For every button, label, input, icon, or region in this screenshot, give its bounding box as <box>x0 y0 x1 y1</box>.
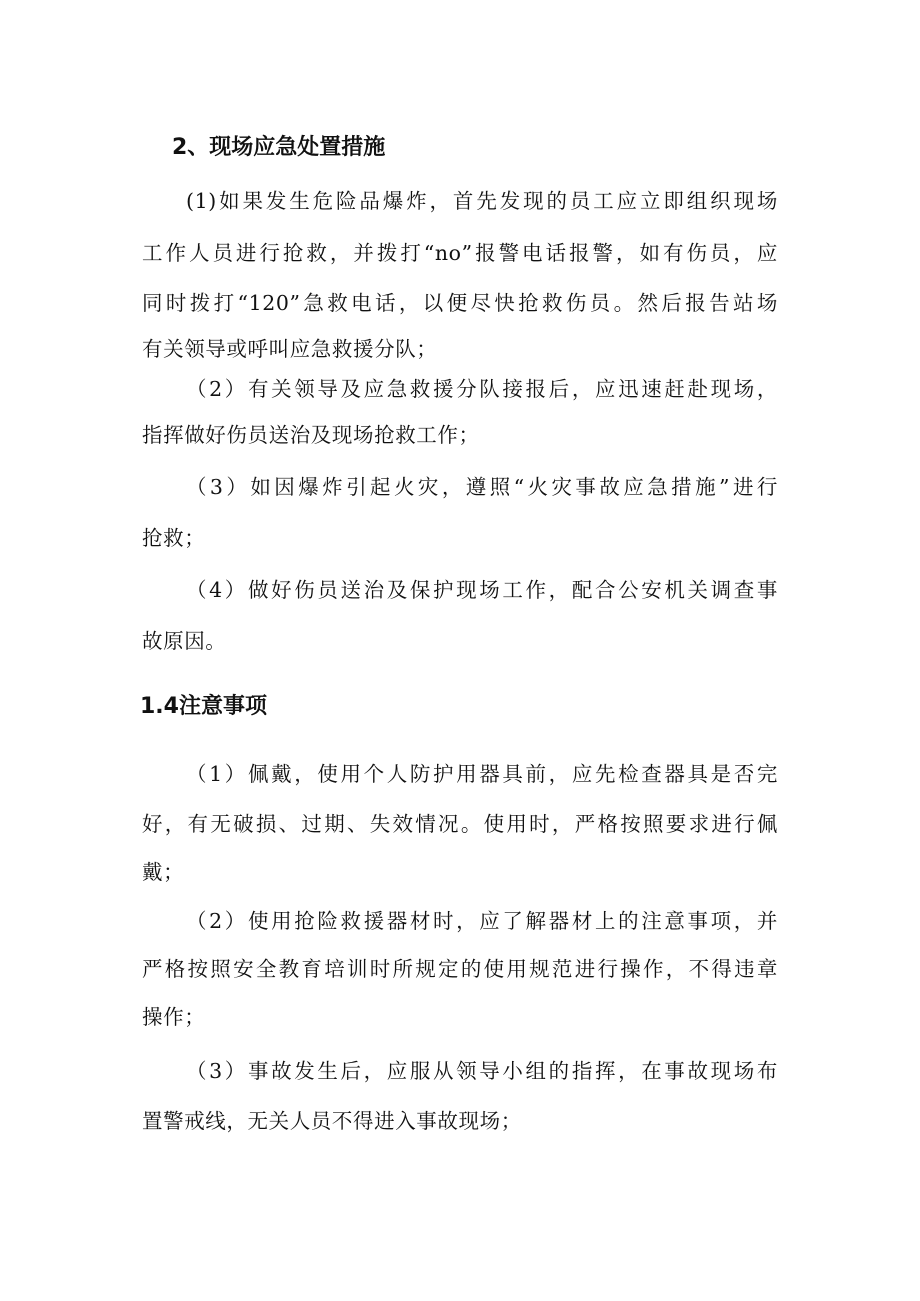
note-2-line-1: （2）使用抢险救援器材时，应了解器材上的注意事项，并 <box>186 909 778 933</box>
measure-1-line-3: 同时拨打“120”急救电话，以便尽快抢救伤员。然后报告站场 <box>142 291 778 315</box>
note-3-line-2: 置警戒线，无关人员不得进入事故现场； <box>142 1109 522 1133</box>
section-heading: 2、现场应急处置措施 <box>172 135 386 160</box>
note-1-line-3: 戴； <box>142 860 185 884</box>
note-2-line-2: 严格按照安全教育培训时所规定的使用规范进行操作，不得违章 <box>142 957 778 981</box>
measure-3-line-1: （3）如因爆炸引起火灾，遵照“火灾事故应急措施”进行 <box>186 475 778 499</box>
measure-2-line-2: 指挥做好伤员送治及现场抢救工作； <box>142 423 480 447</box>
measure-4-line-2: 故原因。 <box>142 629 227 653</box>
notes-heading: 1.4注意事项 <box>140 694 267 719</box>
measure-2-line-1: （2）有关领导及应急救援分队接报后，应迅速赶赴现场， <box>186 377 778 401</box>
note-3-line-1: （3）事故发生后，应服从领导小组的指挥，在事故现场布 <box>186 1059 778 1083</box>
measure-3-line-2: 抢救； <box>142 526 206 550</box>
note-1-line-1: （1）佩戴，使用个人防护用器具前，应先检查器具是否完 <box>186 762 778 786</box>
measure-1-line-1: (1)如果发生危险品爆炸，首先发现的员工应立即组织现场 <box>186 189 778 213</box>
note-2-line-3: 操作； <box>142 1005 206 1029</box>
measure-1-line-2: 工作人员进行抢救，并拨打“no”报警电话报警，如有伤员，应 <box>142 241 778 265</box>
measure-1-line-4: 有关领导或呼叫应急救援分队； <box>142 337 438 361</box>
note-1-line-2: 好，有无破损、过期、失效情况。使用时，严格按照要求进行佩 <box>142 812 778 836</box>
measure-4-line-1: （4）做好伤员送治及保护现场工作，配合公安机关调查事 <box>186 578 778 602</box>
